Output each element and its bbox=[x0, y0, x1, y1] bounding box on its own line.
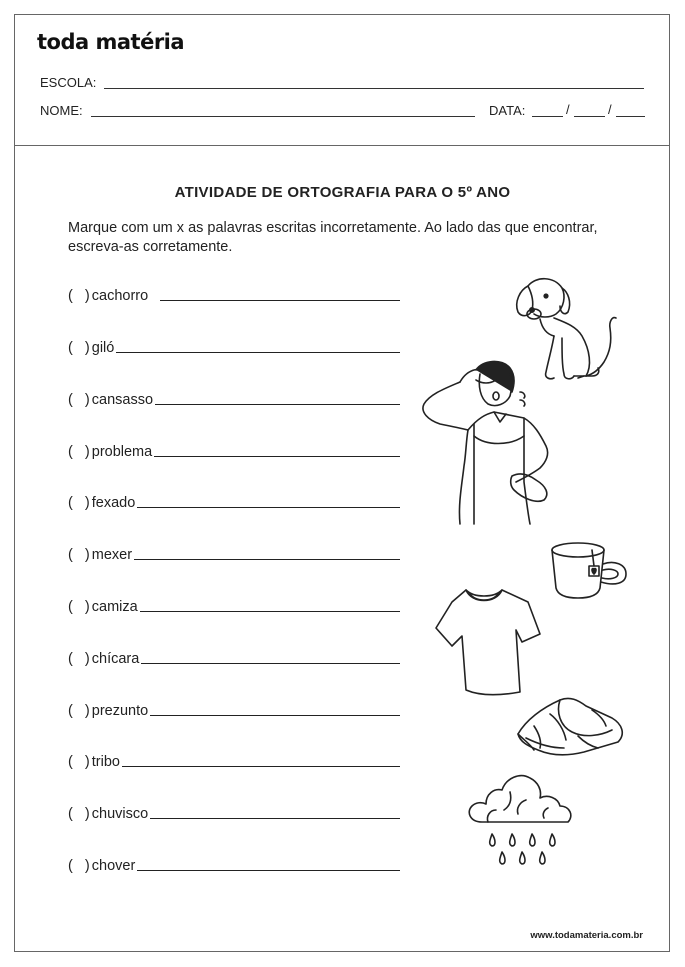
checkbox[interactable]: ( ) bbox=[68, 288, 90, 304]
word-label: prezunto bbox=[91, 703, 149, 719]
answer-line[interactable] bbox=[137, 870, 400, 871]
date-label: DATA: bbox=[489, 103, 526, 118]
word-label: camiza bbox=[91, 599, 138, 615]
answer-line[interactable] bbox=[116, 352, 400, 353]
answer-line[interactable] bbox=[134, 559, 400, 560]
answer-line[interactable] bbox=[140, 611, 400, 612]
answer-line[interactable] bbox=[122, 766, 400, 767]
word-row-chuvisco bbox=[68, 802, 400, 822]
instructions-text: Marque com um x as palavras escritas incorretamente. Ao lado das que encontrar, escreva-as corretamente. bbox=[68, 220, 598, 255]
name-field[interactable] bbox=[91, 116, 475, 117]
answer-line[interactable] bbox=[150, 818, 400, 819]
word-row-tribo bbox=[68, 750, 400, 770]
date-year-field[interactable] bbox=[616, 116, 645, 117]
word-row-prezunto bbox=[68, 699, 400, 719]
header-divider bbox=[14, 145, 670, 146]
checkbox[interactable]: ( ) bbox=[68, 547, 90, 563]
word-row-chicara bbox=[68, 647, 400, 667]
answer-line[interactable] bbox=[160, 300, 400, 301]
date-separator: / bbox=[608, 102, 612, 117]
word-label: chuvisco bbox=[91, 806, 149, 822]
word-label: fexado bbox=[91, 495, 136, 511]
tired-man-illustration bbox=[416, 358, 562, 526]
checkbox[interactable]: ( ) bbox=[68, 444, 90, 460]
teacup-illustration bbox=[548, 540, 632, 602]
name-label: NOME: bbox=[40, 103, 83, 118]
checkbox[interactable]: ( ) bbox=[68, 806, 90, 822]
answer-line[interactable] bbox=[141, 663, 400, 664]
school-label: ESCOLA: bbox=[40, 75, 97, 90]
date-separator: / bbox=[566, 102, 570, 117]
word-label: giló bbox=[91, 340, 115, 356]
answer-line[interactable] bbox=[154, 456, 400, 457]
word-label: problema bbox=[91, 444, 153, 460]
word-row-mexer bbox=[68, 543, 400, 563]
word-row-fexado bbox=[68, 491, 400, 511]
answer-line[interactable] bbox=[155, 404, 400, 405]
word-label: chover bbox=[91, 858, 136, 874]
ham-slices-illustration bbox=[512, 690, 630, 760]
word-row-cansasso bbox=[68, 388, 400, 408]
rain-cloud-illustration bbox=[464, 770, 576, 872]
tshirt-illustration bbox=[432, 586, 544, 698]
date-month-field[interactable] bbox=[574, 116, 605, 117]
word-row-cachorro bbox=[68, 284, 400, 304]
checkbox[interactable]: ( ) bbox=[68, 651, 90, 667]
word-row-gilo bbox=[68, 336, 400, 356]
word-row-camiza bbox=[68, 595, 400, 615]
word-label: tribo bbox=[91, 754, 120, 770]
checkbox[interactable]: ( ) bbox=[68, 392, 90, 408]
answer-line[interactable] bbox=[137, 507, 400, 508]
footer-website: www.todamateria.com.br bbox=[530, 930, 643, 941]
brand-logo: toda matéria bbox=[37, 30, 185, 54]
answer-line[interactable] bbox=[150, 715, 400, 716]
word-label: cansasso bbox=[91, 392, 154, 408]
word-label: mexer bbox=[91, 547, 133, 563]
checkbox[interactable]: ( ) bbox=[68, 754, 90, 770]
word-label: cachorro bbox=[91, 288, 149, 304]
school-field[interactable] bbox=[104, 88, 644, 89]
checkbox[interactable]: ( ) bbox=[68, 703, 90, 719]
checkbox[interactable]: ( ) bbox=[68, 495, 90, 511]
date-day-field[interactable] bbox=[532, 116, 563, 117]
word-row-chover bbox=[68, 854, 400, 874]
checkbox[interactable]: ( ) bbox=[68, 599, 90, 615]
page-title: ATIVIDADE DE ORTOGRAFIA PARA O 5º ANO bbox=[174, 184, 511, 201]
word-label: chícara bbox=[91, 651, 140, 667]
checkbox[interactable]: ( ) bbox=[68, 340, 90, 356]
checkbox[interactable]: ( ) bbox=[68, 858, 90, 874]
word-row-problema bbox=[68, 440, 400, 460]
